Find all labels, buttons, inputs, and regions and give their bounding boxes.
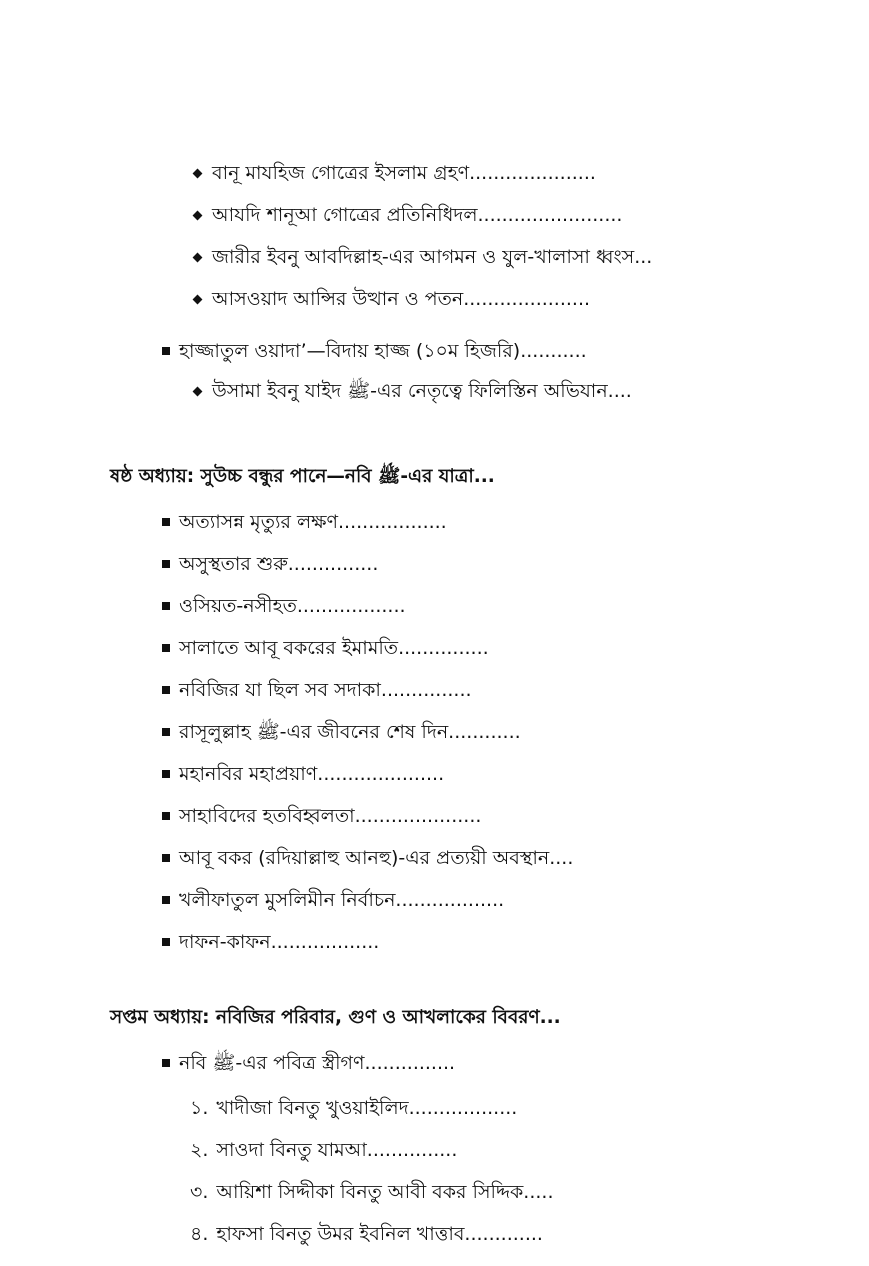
toc-entry bbox=[162, 761, 444, 787]
chapter-title: ষষ্ঠ অধ্যায়: সুউচ্চ বন্ধুর পানে—নবি ﷺ-এর যাত্রা... bbox=[110, 466, 495, 487]
toc-entry-text: অত্যাসন্ন মৃত্যুর লক্ষণ.................. bbox=[179, 511, 447, 533]
square-bullet-icon bbox=[162, 896, 170, 904]
toc-numbered-entry bbox=[190, 1179, 554, 1205]
diamond-bullet-icon bbox=[193, 168, 203, 178]
toc-entry-text: উসামা ইবনু যাইদ ﷺ-এর নেতৃত্বে ফিলিস্তিন অভিযান.... bbox=[212, 380, 632, 402]
toc-entry bbox=[162, 635, 489, 661]
diamond-bullet-icon bbox=[193, 294, 203, 304]
toc-entry-text: সাওদা বিনতু যামআ............... bbox=[216, 1139, 458, 1161]
chapter-heading-6 bbox=[110, 464, 495, 490]
toc-entry bbox=[162, 719, 521, 745]
square-bullet-icon bbox=[162, 812, 170, 820]
toc-entry bbox=[162, 551, 378, 577]
square-bullet-icon bbox=[162, 560, 170, 568]
square-bullet-icon bbox=[162, 602, 170, 610]
toc-entry-text: হাফসা বিনতু উমর ইবনিল খাত্তাব............. bbox=[216, 1223, 543, 1245]
toc-subentry bbox=[192, 244, 652, 270]
toc-entry bbox=[162, 1050, 455, 1076]
entry-number: ৪. bbox=[190, 1223, 209, 1245]
toc-entry-text: রাসূলুল্লাহ ﷺ-এর জীবনের শেষ দিন............ bbox=[179, 721, 521, 743]
toc-entry bbox=[162, 338, 587, 364]
toc-entry bbox=[162, 845, 573, 871]
toc-entry bbox=[162, 593, 406, 619]
toc-entry-text: সালাতে আবূ বকরের ইমামতি............... bbox=[179, 637, 489, 659]
diamond-bullet-icon bbox=[193, 210, 203, 220]
toc-entry-text: হাজ্জাতুল ওয়াদা’—বিদায় হাজ্জ (১০ম হিজরি)........... bbox=[179, 340, 587, 362]
toc-entry-text: অসুস্থতার শুরু............... bbox=[179, 553, 379, 575]
toc-entry-text: মহানবির মহাপ্রয়াণ..................... bbox=[179, 763, 445, 785]
toc-entry-text: দাফন-কাফন.................. bbox=[179, 931, 380, 953]
toc-subentry bbox=[192, 286, 590, 312]
toc-subentry bbox=[192, 160, 596, 186]
toc-entry-text: নবি ﷺ-এর পবিত্র স্ত্রীগণ............... bbox=[179, 1052, 456, 1074]
toc-entry-text: ওসিয়ত-নসীহত.................. bbox=[179, 595, 406, 617]
square-bullet-icon bbox=[162, 770, 170, 778]
chapter-heading-7 bbox=[110, 1005, 561, 1031]
toc-subentry bbox=[192, 202, 622, 228]
square-bullet-icon bbox=[162, 518, 170, 526]
entry-number: ২. bbox=[190, 1139, 209, 1161]
square-bullet-icon bbox=[162, 644, 170, 652]
square-bullet-icon bbox=[162, 686, 170, 694]
toc-entry-text: খলীফাতুল মুসলিমীন নির্বাচন.................. bbox=[179, 889, 505, 911]
toc-entry-text: আবূ বকর (রদিয়াল্লাহু আনহু)-এর প্রত্যয়ী অবস্থান.... bbox=[179, 847, 574, 869]
entry-number: ৩. bbox=[190, 1181, 209, 1203]
entry-number: ১. bbox=[190, 1097, 209, 1119]
toc-entry-text: আযদি শানূআ গোত্রের প্রতিনিধিদল........................ bbox=[212, 204, 623, 226]
square-bullet-icon bbox=[162, 1059, 170, 1067]
toc-numbered-entry bbox=[190, 1221, 543, 1247]
toc-entry-text: খাদীজা বিনতু খুওয়াইলিদ.................. bbox=[216, 1097, 518, 1119]
toc-entry bbox=[162, 677, 472, 703]
toc-entry-text: জারীর ইবনু আবদিল্লাহ-এর আগমন ও যুল-খালাসা ধ্বংস... bbox=[212, 246, 653, 268]
square-bullet-icon bbox=[162, 347, 170, 355]
toc-numbered-entry bbox=[190, 1137, 457, 1163]
toc-entry-text: বানূ মাযহিজ গোত্রের ইসলাম গ্রহণ..................... bbox=[212, 162, 596, 184]
toc-entry bbox=[162, 509, 447, 535]
toc-entry bbox=[162, 887, 504, 913]
square-bullet-icon bbox=[162, 854, 170, 862]
chapter-title: সপ্তম অধ্যায়: নবিজির পরিবার, গুণ ও আখলাকের বিবরণ... bbox=[110, 1007, 561, 1028]
toc-entry-text: আসওয়াদ আন্সির উত্থান ও পতন..................... bbox=[212, 288, 591, 310]
toc-entry-text: নবিজির যা ছিল সব সদাকা............... bbox=[179, 679, 472, 701]
square-bullet-icon bbox=[162, 728, 170, 736]
toc-numbered-entry bbox=[190, 1095, 517, 1121]
toc-entry bbox=[162, 803, 481, 829]
toc-entry-text: আয়িশা সিদ্দীকা বিনতু আবী বকর সিদ্দিক..... bbox=[216, 1181, 554, 1203]
toc-entry bbox=[162, 929, 379, 955]
toc-subentry bbox=[192, 378, 632, 404]
diamond-bullet-icon bbox=[193, 386, 203, 396]
diamond-bullet-icon bbox=[193, 252, 203, 262]
square-bullet-icon bbox=[162, 938, 170, 946]
toc-entry-text: সাহাবিদের হতবিহ্বলতা..................... bbox=[179, 805, 482, 827]
